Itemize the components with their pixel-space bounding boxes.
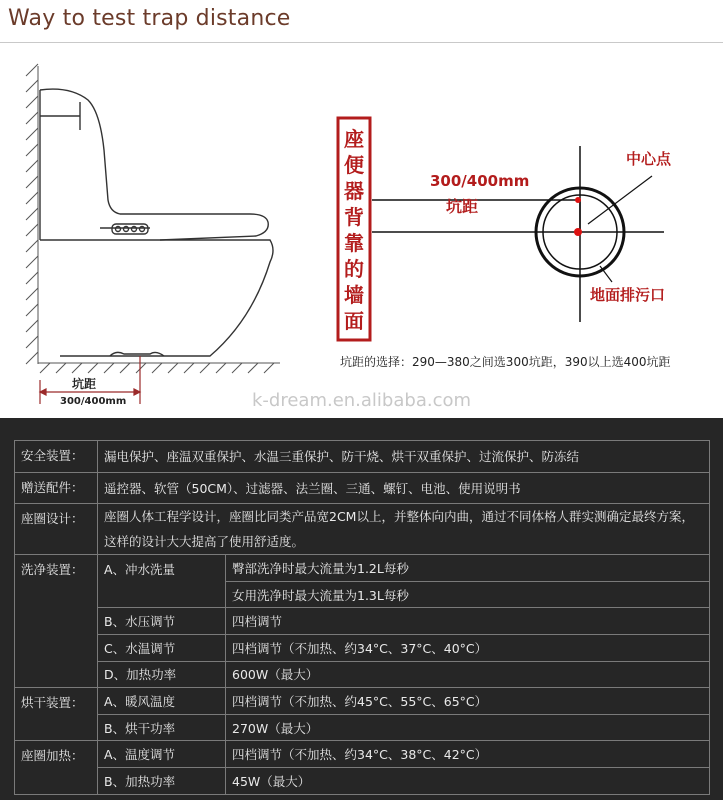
- page-header: [0, 0, 723, 44]
- row-subcategory: B、水压调节: [98, 608, 226, 635]
- row-value: 臀部洗净时最大流量为1.2L每秒: [226, 555, 710, 582]
- table-row: [15, 767, 710, 794]
- row-value: 45W（最大）: [226, 767, 710, 794]
- table-row: [15, 741, 710, 768]
- row-category: 安全装置：: [15, 441, 98, 473]
- center-point-label: 中心点: [626, 150, 672, 168]
- row-value: 四档调节（不加热、约34°C、38°C、42°C）: [226, 741, 710, 768]
- svg-text:背: 背: [344, 205, 364, 229]
- header-divider: [0, 42, 723, 43]
- row-value: 四档调节（不加热、约34°C、37°C、40°C）: [226, 634, 710, 661]
- selection-note: 坑距的选择：290—380之间选300坑距，390以上选400坑距: [340, 355, 671, 369]
- row-value: 遥控器、软管（50CM）、过滤器、法兰圈、三通、螺钉、电池、使用说明书: [98, 472, 710, 504]
- table-row: [15, 661, 710, 688]
- row-subcategory: B、烘干功率: [98, 714, 226, 741]
- specifications-panel: [0, 418, 723, 800]
- row-category: 洗净装置：: [15, 555, 98, 688]
- wall-vertical-label: [343, 127, 364, 333]
- row-value: 座圈人体工程学设计，座圈比同类产品宽2CM以上，并整体向内曲，通过不同体格人群实测确定最终方案，这样的设计大大提高了使用舒适度。: [98, 504, 710, 555]
- row-subcategory: A、冲水洗量: [98, 555, 226, 608]
- row-value: 600W（最大）: [226, 661, 710, 688]
- row-subcategory: A、温度调节: [98, 741, 226, 768]
- distance-end-dot: [575, 197, 581, 203]
- distance-value: 300/400mm: [430, 172, 530, 190]
- row-value: 女用洗净时最大流量为1.3L每秒: [226, 581, 710, 608]
- drain-label: 地面排污口: [590, 286, 666, 304]
- row-subcategory: A、暖风温度: [98, 688, 226, 715]
- svg-text:墙: 墙: [344, 283, 364, 307]
- distance-name: 坑距: [446, 197, 479, 216]
- table-row: [15, 441, 710, 473]
- row-subcategory: D、加热功率: [98, 661, 226, 688]
- row-category: 赠送配件：: [15, 472, 98, 504]
- svg-text:便: 便: [344, 153, 364, 177]
- svg-text:座: 座: [344, 127, 364, 151]
- floor-hatching: [38, 363, 280, 373]
- row-subcategory: C、水温调节: [98, 634, 226, 661]
- table-row: [15, 714, 710, 741]
- watermark-text: k-dream.en.alibaba.com: [251, 390, 472, 411]
- row-category: 座圈加热：: [15, 741, 98, 794]
- table-row: [15, 504, 710, 555]
- trap-distance-diagram: [0, 44, 723, 416]
- center-point-dot: [574, 228, 582, 236]
- left-distance-value: 300/400mm: [60, 396, 127, 407]
- wall-hatching: [26, 64, 38, 364]
- page-title: Way to test trap distance: [8, 6, 291, 31]
- row-value: 四档调节（不加热、约45°C、55°C、65°C）: [226, 688, 710, 715]
- row-subcategory: B、加热功率: [98, 767, 226, 794]
- svg-text:器: 器: [344, 179, 364, 203]
- table-row: [15, 634, 710, 661]
- svg-text:面: 面: [344, 309, 364, 333]
- svg-text:的: 的: [344, 257, 364, 281]
- row-value: 四档调节: [226, 608, 710, 635]
- table-row: [15, 472, 710, 504]
- row-value: 270W（最大）: [226, 714, 710, 741]
- svg-text:靠: 靠: [344, 231, 364, 255]
- table-row: [15, 555, 710, 582]
- left-distance-name: 坑距: [72, 377, 97, 391]
- row-category: 烘干装置：: [15, 688, 98, 741]
- table-row: [15, 688, 710, 715]
- toilet-illustration: [40, 89, 273, 356]
- row-value: 漏电保护、座温双重保护、水温三重保护、防干烧、烘干双重保护、过流保护、防冻结: [98, 441, 710, 473]
- table-row: [15, 608, 710, 635]
- specifications-table: [14, 440, 710, 795]
- row-category: 座圈设计：: [15, 504, 98, 555]
